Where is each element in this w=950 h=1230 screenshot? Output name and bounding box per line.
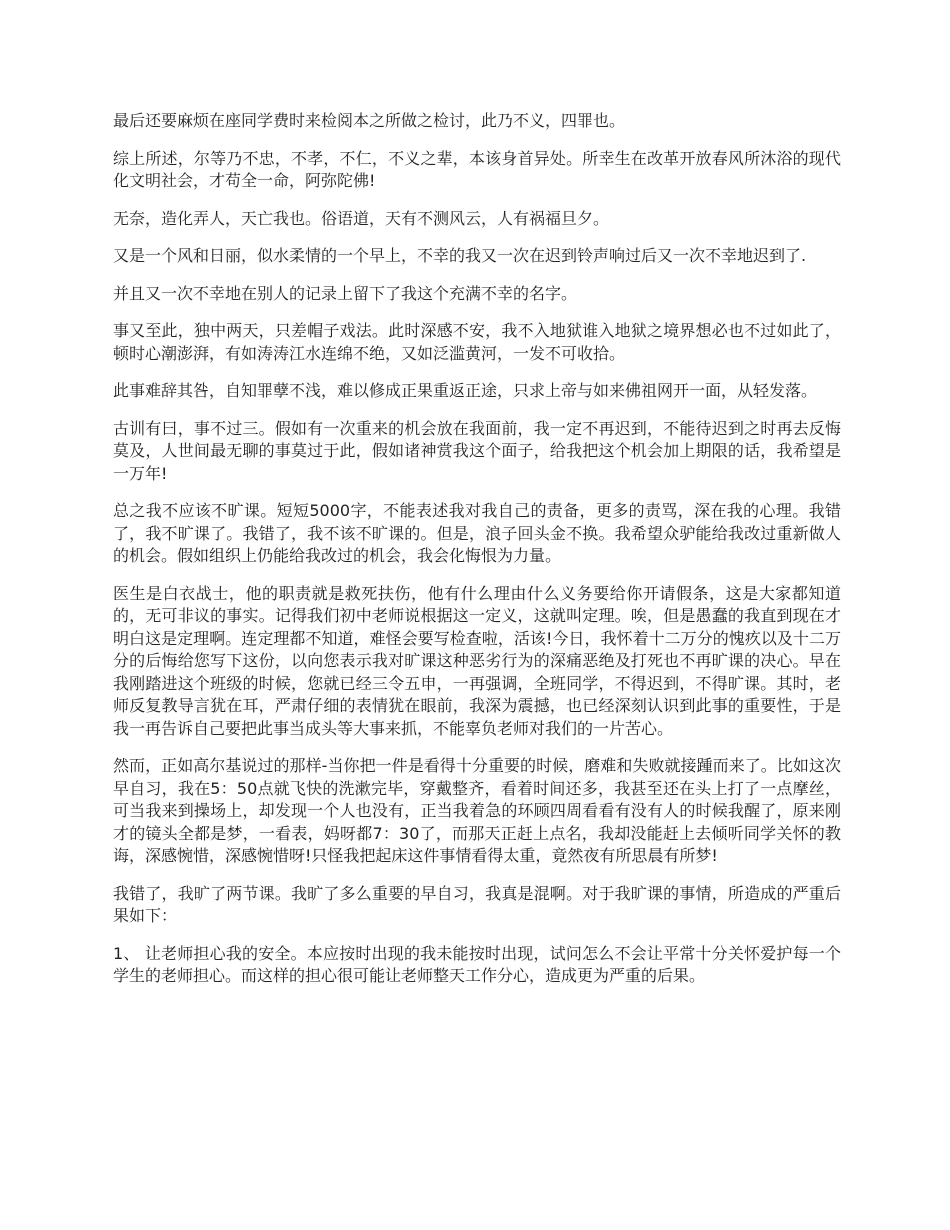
paragraph: 总之我不应该不旷课。短短5000字，不能表述我对我自己的责备，更多的责骂，深在我的心理。我错了，我不旷课了。我错了，我不该不旷课的。但是，浪子回头金不换。我希望众驴能给我改过重新做人的机会。假如组织上仍能给我改过的机会，我会化悔恨为力量。	[113, 501, 841, 565]
paragraph: 最后还要麻烦在座同学费时来检阅本之所做之检讨，此乃不义，四罪也。	[113, 111, 626, 130]
paragraph: 并且又一次不幸地在别人的记录上留下了我这个充满不幸的名字。	[113, 283, 578, 303]
paragraph: 我错了，我旷了两节课。我旷了多么重要的早自习，我真是混啊。对于我旷课的事情，所造成的严重后果如下：	[113, 883, 841, 925]
document-page	[113, 110, 841, 1003]
paragraph: 1、 让老师担心我的安全。本应按时出现的我未能按时出现，试问怎么不会让平常十分关怀爱护每一个学生的老师担心。而这样的担心很可能让老师整天工作分心，造成更为严重的后果。	[113, 943, 841, 985]
paragraph: 医生是白衣战士，他的职责就是救死扶伤，他有什么理由什么义务要给你开请假条，这是大家都知道的，无可非议的事实。记得我们初中老师说根据这一定义，这就叫定理。唉，但是愚蠢的我直到现在才明白这是定理啊。连定理都不知道，难怪会要写检查啦，活该!今日，我怀着十二万分的愧疚以及十二万分的后悔给您写下这份，以向您表示我对旷课这种恶劣行为的深痛恶绝及打死也不再旷课的决心。早在我刚踏进这个班级的时候，您就已经三令五申，一再强调，全班同学，不得迟到，不得旷课。其时，老师反复教导言犹在耳，严肃仔细的表情犹在眼前，我深为震撼，也已经深刻认识到此事的重要性，于是我一再告诉自己要把此事当成头等大事来抓，不能辜负老师对我们的一片苦心。	[113, 583, 841, 738]
paragraph: 此事难辞其咎，自知罪孽不浅，难以修成正果重返正途，只求上帝与如来佛祖网开一面，从轻发落。	[113, 381, 818, 400]
paragraph: 古训有曰，事不过三。假如有一次重来的机会放在我面前，我一定不再迟到，不能待迟到之时再去反悔莫及，人世间最无聊的事莫过于此，假如诸神赏我这个面子，给我把这个机会加上期限的话，我希望是一万年!	[113, 418, 841, 483]
paragraph: 事又至此，独中两天，只差帽子戏法。此时深感不安，我不入地狱谁入地狱之境界想必也不过如此了，顿时心潮澎湃，有如涛涛江水连绵不绝，又如泛滥黄河，一发不可收拾。	[113, 321, 841, 363]
paragraph: 然而，正如高尔基说过的那样-当你把一件是看得十分重要的时候，磨难和失败就接踵而来了。比如这次早自习，我在5：50点就飞快的洗漱完毕，穿戴整齐，看着时间还多，我甚至还在头上打了一点摩丝，可当我来到操场上，却发现一个人也没有，正当我着急的环顾四周看看有没有人的时候我醒了，原来刚才的镜头全都是梦，一看表，妈呀都7：30了，而那天正赶上点名，我却没能赶上去倾听同学关怀的教诲，深感惋惜，深感惋惜呀!只怪我把起床这件事情看得太重，竟然夜有所思晨有所梦!	[113, 756, 841, 865]
paragraph: 又是一个风和日丽，似水柔情的一个早上，不幸的我又一次在迟到铃声响过后又一次不幸地迟到了.	[113, 246, 807, 265]
paragraph: 综上所述，尔等乃不忠，不孝，不仁，不义之辈，本该身首异处。所幸生在改革开放春风所沐浴的现代化文明社会，才苟全一命，阿弥陀佛!	[113, 148, 841, 190]
paragraph: 无奈，造化弄人，天亡我也。俗语道，天有不测风云，人有祸福旦夕。	[113, 208, 610, 228]
